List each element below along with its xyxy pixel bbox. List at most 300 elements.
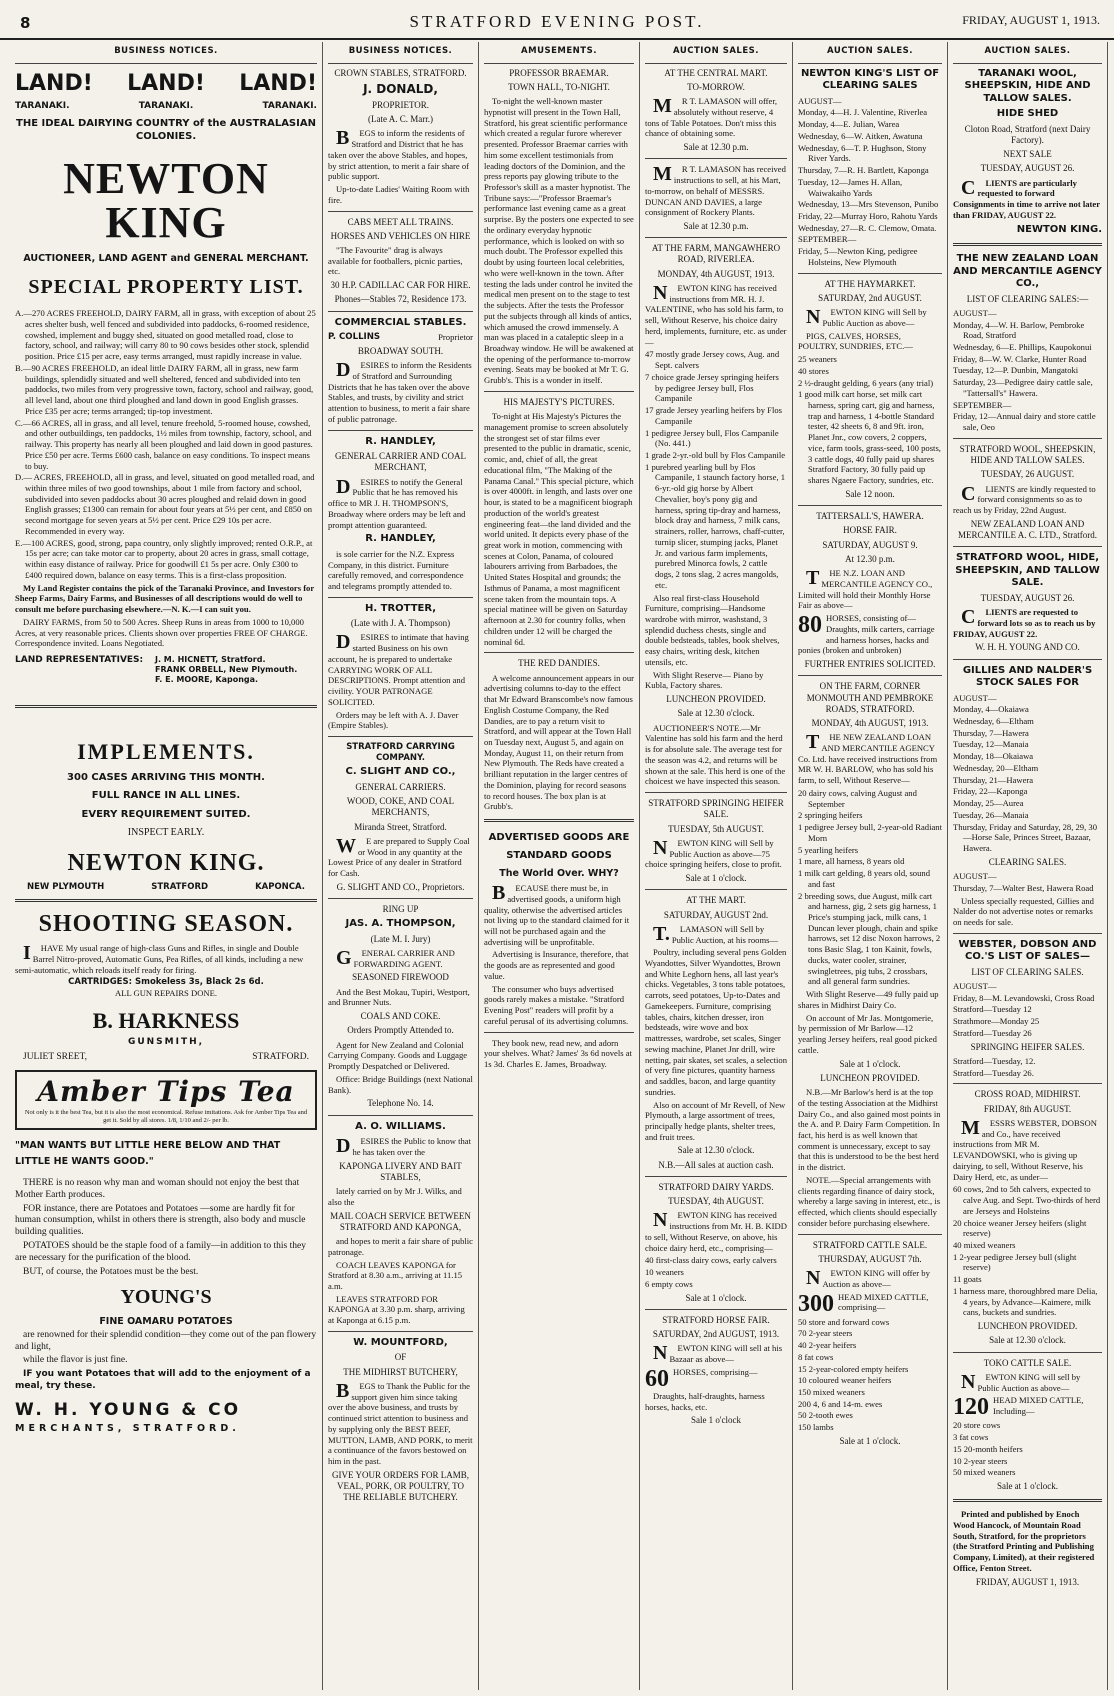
saturday-date: SATURDAY, AUGUST 9.	[822, 539, 918, 550]
lamason-potatoes: MR T. LAMASON will offer, absolutely without reserve, 4 tons of Table Potatoes. Don't miss this chance of obtaining some.	[645, 95, 778, 139]
hide-shed: HIDE SHED	[996, 108, 1059, 120]
lamason-plants: MR T. LAMASON has received instructions to sell, at his Mart, to-morrow, on behalf of MESSRS. DUNCAN AND DAVIES, a large consignment of Rockery Plants.	[645, 163, 786, 218]
thompson-more: And the Best Mokau, Tupiri, Westport, and Brunner Nuts.	[328, 986, 470, 1008]
majesty-text: To-night at His Majesty's Pictures the management promise to screen absolutely the strongest set of star films ever presented to the public in dramatic, scenic, comic, and, chief of all, the great educational film, "The Making of the Panama Canal." This special picture, which is over 4000ft. in length, and lasts over one hour, is stated to be a magnificent biograph production of the world's greatest engineering feat—the land divided and the world united. It depicts every phase of the great work in motion, commencing with scenes at Colon, Panama, of coloured labourers arriving from Barbadoes, the United States Hospital and grounds; the Isthmus of Panama, a most magnificent scene taken from the mountain tops. A special matinee will be given on Saturday afternoon at 2.30 for country folks, when children under 12 will be charged the nominal 6d.	[484, 411, 634, 647]
gillies-entry: Tuesday, 12—Manaia	[953, 739, 1029, 750]
lamason-rooms: T.LAMASON will Sell by Public Auction, at his rooms—	[653, 922, 779, 945]
kidd-item: 40 first-class dairy cows, early calvers	[645, 1255, 777, 1266]
full-range-line: FULL RANCE IN ALL LINES.	[91, 790, 241, 802]
telephone: Telephone No. 14.	[367, 1098, 434, 1109]
sale-entry: Wednesday, 13—Mrs Stevenson, Punibo	[798, 199, 939, 210]
lev-item: 1 2-year pedigree Jersey bull (slight reserve)	[953, 1251, 1077, 1273]
column-header: BUSINESS NOTICES.	[15, 42, 317, 64]
tattersall: TATTERSALL'S, HAWERA.	[816, 511, 924, 522]
tuesday-date: TUESDAY, AUGUST 26.	[980, 592, 1075, 603]
crown-stables: CROWN STABLES, STRATFORD.	[334, 67, 467, 78]
sale-time: Sale at 1 o'clock.	[996, 1481, 1059, 1491]
springing-entry: Stratford—Tuesday 26.	[953, 1067, 1034, 1078]
cabs-meet: CABS MEET ALL TRAINS.	[347, 216, 454, 227]
toko-item: 10 2-year steers	[953, 1455, 1008, 1466]
taranaki-word: TARANAKI.	[262, 101, 317, 112]
horse-count: 60	[645, 1365, 669, 1392]
herd-item: 17 grade Jersey yearling heifers by Flos Campanile	[645, 405, 782, 426]
address-town: STRATFORD.	[252, 1052, 309, 1063]
renowned-text: are renowned for their splendid condition—they come out of the pan flowery and light,	[15, 1329, 317, 1352]
month-label: AUGUST—	[953, 981, 997, 991]
sale-entry: Tuesday, 12—P. Dunbin, Mangatoki	[953, 365, 1079, 376]
springing-sales: SPRINGING HEIFER SALES.	[970, 1041, 1085, 1052]
sale-time: Sale at 1 o'clock.	[839, 1058, 901, 1069]
mail-coach: MAIL COACH SERVICE BETWEEN STRATFORD AND KAPONGA,	[330, 1210, 471, 1232]
cloton-road: Cloton Road, Stratford (next Dairy Factory).	[964, 123, 1091, 145]
every-requirement-line: EVERY REQUIREMENT SUITED.	[81, 808, 251, 820]
advertised-goods: ADVERTISED GOODS ARE STANDARD GOODS	[488, 832, 630, 862]
barlow-item: 20 dairy cows, calving August and September	[798, 787, 917, 809]
sale-time: Sale 12 noon.	[845, 488, 895, 499]
tomorrow: TO-MORROW.	[687, 81, 745, 92]
sale-time: Sale at 1 o'clock.	[839, 1435, 901, 1446]
gillies-entry: Wednesday, 6—Eltham	[953, 716, 1034, 727]
reps-label: LAND REPRESENTATIVES:	[15, 655, 144, 666]
cross-road: CROSS ROAD, MIDHIRST.	[974, 1089, 1081, 1100]
nk-clearing-list: NEWTON KING'S LIST OF CLEARING SALES	[800, 67, 940, 92]
land-register: My Land Register contains the pick of the Taranaki Province, and Investors for Sheep Farms, Dairy Farms, and Businesses of all descriptions would do well to consult me before purchasing elsewhere.—N. K.—I can suit you.	[15, 582, 315, 615]
williams-more: lately carried on by Mr J. Wilks, and also the	[328, 1186, 462, 1207]
column-header: AUCTION SALES.	[645, 42, 787, 64]
gillies-entry: Wednesday, 20—Eltham	[953, 762, 1039, 773]
cadillac: 30 H.P. CADILLAC CAR FOR HIRE.	[330, 280, 471, 291]
clearing-sales: CLEARING SALES.	[988, 856, 1067, 867]
ideal-dairying-line: THE IDEAL DAIRYING COUNTRY of the AUSTRALASIAN COLONIES.	[16, 118, 316, 142]
potato-para: POTATOES should be the staple food of a family—in addition to this they are necessary for the purification of the blood.	[15, 1241, 306, 1264]
kidd-item: 10 weaners	[645, 1267, 684, 1278]
barlow-item: 5 yearling heifers	[798, 844, 859, 855]
column-header: AUCTION SALES.	[798, 42, 942, 64]
late-marr: (Late A. C. Marr.)	[368, 114, 433, 125]
handley-text: DESIRES to notify the General Public that he has removed his office to MR J. H. THOMPSON'S, Broadway where orders may be left and prompt attention guaranteed.	[328, 475, 466, 530]
household-furniture: Also real first-class Household Furniture, comprising—Handsome wardrobe with mirror, washstand, 3 splendid duchess chests, single and double bedsteads, tables, book shelves, easy chairs, writing desk, kitchen utensils, etc.	[645, 592, 780, 667]
midhirst-butchery: THE MIDHIRST BUTCHERY,	[343, 1366, 458, 1377]
if-you-want: IF you want Potatoes that will add to the enjoyment of a meal, try these.	[15, 1369, 311, 1391]
herd-item: 47 mostly grade Jersey cows, Aug. and Sept. calvers	[645, 349, 780, 371]
column-amusements	[479, 42, 640, 1690]
coach-leaves-kaponga: COACH LEAVES KAPONGA for Stratford at 8.30 a.m., arriving at 11.15 a.m.	[328, 1259, 463, 1291]
cattle-count: 120	[953, 1394, 989, 1421]
slight-reserve: With Slight Reserve— Piano by Kubla, Factory shares.	[645, 669, 764, 691]
sale-entry: Friday, 5—Newton King, pedigree Holsteins, New Plymouth	[798, 246, 918, 267]
listing-a: A.—270 ACRES FREEHOLD, DAIRY FARM, all in grass, with exception of about 25 acres shelter bush, well fenced and subdivided into paddocks, 6-roomed residence, cowshed, implement and buggy shed, situated on good metalled road, close to factory, school, and railway; will carry 80 to 90 cows besides other stock, splendid position. Price £15 per acre, easy terms arranged, must rapidly increase in value.	[15, 308, 316, 362]
amber-tips-tea-ad	[15, 1070, 317, 1129]
further-entries: FURTHER ENTRIES SOLICITED.	[804, 659, 936, 670]
of-label: OF	[394, 1352, 407, 1363]
cases-line: 300 CASES ARRIVING THIS MONTH.	[67, 771, 265, 783]
taranaki-row	[15, 101, 317, 112]
slight-text: WE are prepared to Supply Coal or Wood in any quantity at the Lowest Price of any dealer in Stratford for Cash.	[328, 834, 470, 879]
nb-cash: N.B.—All sales at auction cash.	[658, 1159, 774, 1170]
shooting-season: SHOOTING SEASON.	[38, 911, 294, 938]
nz-loan: THE N.Z. LOAN AND MERCANTILE AGENCY CO., Limited will hold their Monthly Horse Fair as above—	[798, 567, 933, 611]
general-carriers: GENERAL CARRIERS.	[355, 781, 446, 792]
horse-count: 80	[798, 612, 822, 639]
gillies-nalder: GILLIES AND NALDER'S STOCK SALES FOR	[962, 664, 1093, 689]
listing-d: D.— ACRES, FREEHOLD, all in grass, and level, situated on good metalled road, and within three miles of two good townships, about 1 mile from factory and school, subdivided into seven paddocks about 30 acres ploughed and relaid down in good English grasses; £1300 can remain for about four years at 5½ per cent, and £850 on second mortgage for seven years at 5½ per cent. Price £29 10s per acre. Recommended in every way.	[15, 472, 315, 536]
poultry-list: Poultry, including several pens Golden Wyandottes, Silver Wyandottes, Brown and White Leghorn hens, all last year's chicks. Vegetables, 3 tons table potatoes, carrots, seed potatoes, Up-to-Dates and Gamekeepers. Furniture, comprising tables, chairs, kitchen dresser, iron bedsteads, wire wove and box mattresses, wardrobe, set scales, Singer sewing machine, Planet Jnr drill, wire netting, pair skates, set scales, a selection of very fine pictures, quantity harness and saddles, bacon, and large quantity sundries.	[645, 947, 787, 1097]
dandies-title: THE RED DANDIES.	[518, 658, 600, 669]
cattle-item: 70 2-year steers	[798, 1328, 853, 1339]
unless-note: Unless specially requested, Gillies and Nalder do not advertise notes or remarks on needs for sale.	[953, 895, 1094, 928]
young-co-sig: W. H. H. YOUNG AND CO.	[975, 642, 1080, 653]
springing-heifer-sale: STRATFORD SPRINGING HEIFER SALE.	[648, 798, 784, 820]
gillies-entry: Thursday, Friday and Saturday, 28, 29, 30—Horse Sale, Princes Street, Bazaar, Hawera.	[953, 821, 1097, 854]
month-label: AUGUST—	[953, 871, 997, 882]
miranda-street: Miranda Street, Stratford.	[354, 821, 447, 832]
young-merchant: W. H. YOUNG & CO	[15, 1399, 242, 1420]
merchants-line: MERCHANTS, STRATFORD.	[15, 1423, 240, 1435]
town-hall: TOWN HALL, TO-NIGHT.	[508, 81, 610, 92]
luncheon: LUNCHEON PROVIDED.	[666, 694, 766, 705]
gillies-entry: Thursday, 7—Hawera	[953, 727, 1029, 738]
barlow-item: 1 mare, all harness, 8 years old	[798, 856, 905, 867]
sale-entry: Tuesday, 12—James H. Allan, Waiwakaiho Yards	[798, 176, 903, 198]
sale-entry: Saturday, 23—Pedigree dairy cattle sale, "Tattersall's" Hawera.	[953, 377, 1093, 398]
pig-item: 40 stores	[798, 365, 829, 376]
webster-entry: Stratford—Tuesday 12	[953, 1004, 1032, 1015]
rep-name: J. M. HICNETT, Stratford.	[155, 655, 266, 665]
land-headline	[15, 70, 317, 98]
rep-name: F. E. MOORE, Kaponga.	[155, 675, 259, 685]
collins-row	[328, 332, 473, 343]
saturday-date: SATURDAY, 2nd AUGUST, 1913.	[652, 1329, 780, 1340]
revell-text: Also on account of Mr Revell, of New Plymouth, a large assortment of trees, principally hedge plants, shelter trees, and fruit trees.	[645, 1099, 786, 1142]
clearing-entry: Thursday, 7—Walter Best, Hawera Road	[953, 882, 1094, 893]
lev-item: 40 mixed weaners	[953, 1239, 1016, 1250]
seasoned-firewood: SEASONED FIREWOOD	[352, 972, 449, 983]
webster-list-head: LIST OF CLEARING SALES.	[971, 966, 1084, 977]
head-mixed: HEAD MIXED CATTLE, Including—	[993, 1395, 1084, 1417]
toko-item: 20 store cows	[953, 1420, 1001, 1431]
imprint: Printed and published by Enoch Wood Hancock, of Mountain Road South, Stratford, for the proprietors (the Stratford Printing and Publishing Company, Limited), at their registered Office, Fenton Street.	[953, 1509, 1095, 1573]
thompson-name: JAS. A. THOMPSON,	[345, 918, 456, 930]
gillies-entry: Monday, 4—Okaiawa	[953, 704, 1029, 715]
donald-name: J. DONALD,	[363, 81, 438, 96]
williams-name: A. O. WILLIAMS.	[355, 1120, 446, 1132]
man-wants-heading: "MAN WANTS BUT LITTLE HERE BELOW AND THAT LITTLE HE WANTS GOOD."	[15, 1139, 281, 1167]
rep-name: FRANK ORBELL, New Plymouth.	[155, 665, 298, 675]
sale-time: Sale at 1 o'clock.	[685, 873, 747, 884]
trotter-orders: Orders may be left with A. J. Daver (Empire Stables).	[328, 709, 459, 731]
on-farm: ON THE FARM, CORNER MONMOUTH AND PEMBROKE ROADS, STRATFORD.	[806, 681, 934, 714]
lev-item: 20 choice weaner Jersey heifers (slight reserve)	[953, 1217, 1087, 1239]
tuesday-date: TUESDAY, 5th AUGUST.	[668, 823, 764, 834]
nk-kidd: NEWTON KING has received instructions from Mr. H. B. KIDD to sell, Without Reserve, on above, his choice dairy herd, etc., comprising—	[645, 1209, 787, 1253]
sale-entry: Monday, 4—W. H. Barlow, Pembroke Road, Stratford	[953, 319, 1085, 341]
nk-horses: NEWTON KING will sell at his Bazaar as above—	[653, 1342, 783, 1365]
month-label: SEPTEMBER—	[953, 399, 1012, 410]
amber-tips-small: Not only is it the best Tea, but it is also the most economical. Refuse imitations. Ask for Amber Tips Tea and get it. Sold by all stores. 1/8, 1/10 and 2/- per lb.	[24, 1109, 308, 1125]
harkness-name: B. HARKNESS	[92, 1007, 240, 1033]
horses-comprising: HORSES, comprising—	[673, 1366, 758, 1377]
special-property-list: SPECIAL PROPERTY LIST.	[28, 276, 304, 299]
springing-entry: Stratford—Tuesday, 12.	[953, 1055, 1036, 1066]
pigs-heading: PIGS, CALVES, HORSES, POULTRY, SUNDRIES, ETC.—	[798, 330, 913, 352]
horses-consisting: HORSES, consisting of—Draughts, milk carters, carriage and harness horses, hacks and ponies (broken and unbroken)	[798, 613, 935, 656]
montgomerie: On account of Mr Jas. Montgomerie, by permission of Mr Barlow—12 yearling Jersey heifers, real good picked cattle.	[798, 1012, 937, 1055]
town-name: KAPONCA.	[255, 881, 305, 892]
friday-date: FRIDAY, 8th AUGUST.	[983, 1103, 1072, 1114]
nk-valentine: NEWTON KING has received instructions from MR. H. J. VALENTINE, who has sold his farm, to sell, Without Reserve, his choice dairy herd, implements, furniture, etc. as under—	[645, 281, 787, 347]
amber-tips-title: Amber Tips Tea	[37, 1075, 295, 1109]
cattle-item: 8 fat cows	[798, 1351, 834, 1362]
gun-repairs: ALL GUN REPAIRS DONE.	[114, 987, 218, 998]
barlow-item: 2 springing heifers	[798, 810, 863, 821]
potato-para: BUT, of course, the Potatoes must be the best.	[23, 1266, 199, 1277]
broadway-south: BROADWAY SOUTH.	[357, 345, 444, 356]
herd-item: 1 pedigree Jersey bull, Flos Campanile (No. 441.)	[645, 427, 779, 449]
newspaper-title: STRATFORD EVENING POST.	[409, 12, 705, 31]
proprietor-label: PROPRIETOR.	[371, 99, 430, 110]
hide-sheepskin-sale: STRATFORD WOOL, HIDE, SHEEPSKIN, AND TALLOW SALE.	[955, 552, 1100, 589]
at-mart: AT THE MART.	[686, 895, 746, 906]
commercial-stables: COMMERCIAL STABLES.	[334, 316, 467, 328]
world-over: The World Over. WHY?	[499, 868, 619, 880]
nz-loan-sig: NEW ZEALAND LOAN AND MERCANTILE A. C. LTD., Stratford.	[958, 518, 1097, 541]
horse-fair: HORSE FAIR.	[843, 525, 897, 536]
cattle-count: 300	[798, 1290, 834, 1317]
harkness-address	[23, 1052, 309, 1064]
cattle-item: 50 2-tooth ewes	[798, 1410, 853, 1421]
toko-item: 50 mixed weaners	[953, 1467, 1016, 1478]
orders-attended: Orders Promptly Attended to.	[347, 1025, 454, 1036]
dairy-farms: DAIRY FARMS, from 50 to 500 Acres. Sheep Runs in areas from 1000 to 10,000 Acres, at very reasonable prices. Clients shown over properties FREE OF CHARGE. Correspondence invited. Loans Negotiated.	[15, 616, 308, 649]
webster-entry: Stratford—Tuesday 26	[953, 1027, 1032, 1038]
masthead	[0, 0, 1114, 40]
coals-coke: COALS AND COKE.	[360, 1011, 441, 1022]
clients-notice-2: CLIENTS are kindly requested to forward consignments so as to reach us by Friday, 22nd August.	[953, 482, 1096, 516]
taranaki-word: TARANAKI.	[138, 101, 194, 112]
column-header: AUCTION SALES.	[953, 42, 1102, 64]
insurance-text: Advertising is Insurance, therefore, that the goods are as represented and good value.	[484, 949, 629, 981]
donald-text: BEGS to inform the residents of Stratford and District that he has taken over the above Stables, and hopes, by strict attention, to merit a fair share of public support.	[328, 127, 470, 182]
kidd-item: 6 empty cows	[645, 1278, 693, 1289]
gillies-entry: Friday, 22—Kaponga	[953, 786, 1028, 797]
youngs-headline: YOUNG'S	[120, 1285, 212, 1308]
newton-king-implements: NEWTON KING.	[67, 849, 265, 876]
give-orders: GIVE YOUR ORDERS FOR LAMB, VEAL, PORK, OR POULTRY, TO THE RELIABLE BUTCHERY.	[332, 1469, 469, 1503]
horses-hire: HORSES AND VEHICLES ON HIRE	[330, 230, 471, 241]
gillies-entry: Thursday, 21—Hawera	[953, 774, 1034, 785]
handley-name: R. HANDLEY,	[365, 435, 436, 447]
tuesday-date: TUESDAY, 4th AUGUST.	[668, 1196, 764, 1207]
newton-king-sig: NEWTON KING.	[1016, 223, 1102, 235]
new-book-text: They book new, read new, and adorn your shelves. What? James' 3s 6d novels at 1s 3d. Charles E. James, Broadway.	[484, 1037, 632, 1070]
horse-fair: STRATFORD HORSE FAIR.	[662, 1314, 770, 1325]
cattle-item: 10 coloured weaner heifers	[798, 1375, 892, 1386]
towns-row	[15, 882, 317, 893]
majesty-title: HIS MAJESTY'S PICTURES.	[503, 396, 615, 407]
month-label: AUGUST—	[953, 692, 997, 703]
barlow-item: 1 milk cart gelding, 8 years old, sound and fast	[798, 868, 930, 889]
sale-time: Sale at 12.30 p.m.	[683, 142, 749, 153]
clients-notice-3: CLIENTS are requested to forward lots so as to reach us by FRIDAY, AUGUST 22.	[953, 606, 1096, 639]
nk-sell: NEWTON KING will Sell by Public Auction as above—	[806, 306, 927, 329]
sale-entry: Friday, 22—Murray Horo, Rahotu Yards	[798, 210, 938, 221]
cattle-item: 150 lambs	[798, 1422, 834, 1433]
collins-prop: Proprietor	[438, 332, 473, 343]
flavor-text: while the flavor is just fine.	[23, 1355, 128, 1366]
sale-time: Sale at 1 o'clock.	[685, 1292, 747, 1303]
sale-time: Sale at 12.30 p.m.	[683, 220, 749, 231]
trotter-late: (Late with J. A. Thompson)	[350, 618, 451, 629]
cattle-item: 40 2-year heifers	[798, 1340, 857, 1351]
central-mart: AT THE CENTRAL MART.	[664, 67, 768, 78]
braemar-text: To-night the well-known master hypnotist will present in the Town Hall, Stratford, his great scientific performance which created a regular furore wherever presented. Professor Braemar carries with him some excellent testimonials from leading doctors of the Dominion, and the press reports pay glowing tribute to the Professor's skill as a master hypnotist. The Tribune says:—"Professor Braemar's performance last evening came as a great surprise. By the posters one expected to see the ordinary everyday hypnotic performance, which is looked on with so much doubt. The Professor expelled this doubt by using fourteen local celebrities, who were well-known in the town. After testing the lads under control he invited the medical men present on to the stage to test the subjects. After the tests the Professor put the subjects through all kinds of antics, which amused the crowd immensely. A man was placed in a cataleptic sleep in a Broadway window. He will be awakened at the opening of the performance to-morrow evening. Seats may be booked at Mr T. G. Grubb's. This is a wonder in itself.	[484, 96, 634, 386]
column-business-notices-2	[323, 42, 479, 1690]
oamaru-potatoes: FINE OAMARU POTATOES	[99, 1315, 233, 1327]
issue-date: FRIDAY, AUGUST 1, 1913.	[962, 13, 1100, 27]
cattle-item: 50 store and forward cows	[798, 1316, 890, 1327]
column-header: AMUSEMENTS.	[484, 42, 634, 64]
sale-entry: Wednesday, 6—E. Phillips, Kaupokonui	[953, 342, 1092, 353]
column-header: BUSINESS NOTICES.	[328, 42, 473, 64]
mountford-text: BEGS to Thank the Public for the support given him since taking over the above business, and trusts by continued strict attention to business and by supplying only the BEST BEEF, MUTTON, LAMB, AND PORK, to merit a continuance of the favors bestowed on him in the past.	[328, 1379, 473, 1467]
dairy-yards: STRATFORD DAIRY YARDS.	[658, 1181, 774, 1192]
shooting-text: IHAVE My usual range of high-class Guns and Rifles, in single and Double Barrel Nitro-proved, Automatic Guns, Pea Rifles, of all kinds, including a new semi-automatic, which reloads itself ready for firing.	[15, 942, 304, 975]
taranaki-word: TARANAKI.	[15, 101, 70, 112]
herd-item: 1 grade 2-yr.-old bull by Flos Campanile	[645, 450, 786, 460]
page-number: 8	[20, 14, 31, 32]
saturday-date: SATURDAY, 2nd AUGUST.	[818, 292, 922, 303]
webster-entry: Strathmore—Monday 25	[953, 1016, 1040, 1027]
sale-entry: Thursday, 7—R. H. Bartlett, Kaponga	[798, 165, 929, 176]
draughts: Draughts, half-draughts, harness horses, hacks, etc.	[645, 1390, 765, 1412]
waiting-room: Up-to-date Ladies' Waiting Room with fire.	[328, 184, 470, 205]
nk-toko: NEWTON KING will sell by Public Auction as above—	[961, 1370, 1081, 1393]
agent-text: Agent for New Zealand and Colonial Carrying Company. Goods and Luggage Promptly Despatched or Delivered.	[328, 1039, 468, 1072]
ring-up: RING UP	[382, 904, 419, 915]
sale-entry: Friday, 12—Annual dairy and store cattle sale, Oeo	[953, 411, 1096, 433]
sale-time: Sale at 12.30 o'clock.	[677, 708, 755, 719]
sale-time: Sale 1 o'clock	[690, 1415, 742, 1426]
messrs-webster: MESSRS WEBSTER, DOBSON and Co., have received instructions from MR M. LEVANDOWSKI, who is giving up dairying, to sell, Without Reserve, his Dairy Herd, etc, as under—	[953, 1116, 1097, 1182]
cattle-item: 200 4, 6 and 14-m. ewes	[798, 1398, 883, 1409]
nk-offer: NEWTON KING will offer by Auction as above—	[806, 1267, 930, 1290]
toko-item: 15 20-month heifers	[953, 1443, 1023, 1454]
tuesday-date: TUESDAY, AUGUST 26.	[980, 163, 1075, 174]
toko-cattle-sale: TOKO CATTLE SALE.	[983, 1357, 1072, 1368]
herd-item: 7 choice grade Jersey springing heifers by pedigree Jersey bull, Flos Campanile	[645, 371, 779, 404]
pig-item: 1 good milk cart horse, set milk cart harness, spring cart, gig and harness, trap and harness, 1 4-bottle Standard tester, 42 sheets 6, 8 and 9ft. iron, Planet Jnr., cow covers, 2 coppers, vice, farm tools, grass-seed, 100 posts, 3 cattle dogs, 40 fully paid up shares Stratford Factory, 30 fully paid up shares Ngaere Factory, sundries, etc.	[798, 389, 941, 486]
handley-text-2: is sole carrier for the N.Z. Express Company, in this district. Furniture carefully removed, and correspondence and telegrams promptly attended to.	[328, 548, 464, 591]
sale-entry: Monday, 4—H. J. Valentine, Riverlea	[798, 107, 928, 118]
nk-heifer: NEWTON KING will Sell by Public Auction as above—75 choice springing heifers, close to profit.	[645, 836, 782, 870]
slight-reserve: With Slight Reserve—49 fully paid up shares in Midhirst Dairy Co.	[798, 989, 939, 1010]
haymarket: AT THE HAYMARKET.	[824, 278, 916, 289]
taranaki-wool: TARANAKI WOOL, SHEEPSKIN, HIDE AND TALLOW SALES.	[964, 67, 1091, 104]
handley-title: GENERAL CARRIER AND COAL MERCHANT,	[335, 451, 466, 473]
sale-time: Sale at 12.30 o'clock.	[989, 1335, 1066, 1346]
column-auction-sales-3	[948, 42, 1108, 1690]
land-word: LAND!	[239, 70, 317, 96]
nz-loan-barlow: THE NEW ZEALAND LOAN AND MERCANTILE AGENCY Co. Ltd. have received instructions from MR W. H. BARLOW, who has sold his farm, to sell, Without Reserve—	[798, 731, 938, 786]
luncheon: LUNCHEON PROVIDED.	[977, 1321, 1078, 1332]
gillies-entry: Monday, 25—Aurea	[953, 798, 1024, 809]
collins-name: P. COLLINS	[328, 332, 381, 343]
pig-item: 2 ½-draught gelding, 6 years (any trial)	[798, 377, 934, 388]
listing-c: C.—66 ACRES, all in grass, and all level, tenure freehold, 5-roomed house, cowshed, and other outbuildings, ten paddocks, 1½ miles from township, factory, school, and railway. This property has nearly all been ploughed and laid down in good pastures. Price £50 per acre. Terms £600 cash, balance on easy conditions. To inspect means to buy.	[15, 417, 313, 471]
barlow-item: 2 breeding sows, due August, milk cart and harness, gig, 2 sets gig harness, 1 Price's stumping jack, milk cans, 1 Duncan lever plough, chain and spike harrows, set 12 disc Noxon harrows, 2 tons Basic Slag, 1 ton Kainit, fowls, ducks, water cooler, strainer, swingletrees, pig tubs, 2 crossbars, and all general farm sundries.	[798, 890, 941, 987]
cattle-sale: STRATFORD CATTLE SALE.	[812, 1239, 928, 1250]
inspect-early: INSPECT EARLY.	[127, 827, 205, 839]
sale-entry: Wednesday, 27—R. C. Clemow, Omata.	[798, 222, 937, 233]
clearing-list: LIST OF CLEARING SALES:—	[966, 293, 1089, 304]
herd-item: 1 purebred yearling bull by Flos Campanile, 1 staunch factory horse, 1 6-yr.-old gig horse by Albert Chevalier, boy's pony gig and harness, spring tip-dray and harness, block dray and harness, 7 milk cans, strainers, roller, harrows, chaff-cutter, turnip slicer, stumping jacks, Planet Jr. and various farm implements, purebred Minorca fowls, 2 cattle dogs, 2 tons slag, 2 acres mangolds, etc.	[645, 461, 786, 590]
phones: Phones—Stables 72, Residence 173.	[334, 294, 467, 305]
nb-note: N.B.—Mr Barlow's herd is at the top of the testing Association at the Midhirst Dairy Co., and also gained most points in the A. and P. Dairy Farm Competition. In fact, his herd is as well known that comment is unnecessary, except to say that this is understood to be the best herd in the district.	[798, 1087, 941, 1173]
wool-sales: STRATFORD WOOL, SHEEPSKIN, HIDE AND TALLOW SALES.	[959, 443, 1096, 466]
tuesday-date: TUESDAY, 26 AUGUST.	[980, 469, 1075, 480]
gillies-entry: Monday, 18—Okaiawa	[953, 751, 1034, 762]
sale-entry: Monday, 4—E. Julian, Warea	[798, 119, 900, 130]
kaponga-livery: KAPONGA LIVERY AND BAIT STABLES,	[339, 1160, 462, 1182]
carrying-company: STRATFORD CARRYING COMPANY.	[346, 742, 455, 763]
column-auction-sales-1	[640, 42, 793, 1690]
handley-name-2: R. HANDLEY,	[365, 533, 436, 545]
barlow-item: 1 pedigree Jersey bull, 2-year-old Radiant Morn	[798, 822, 942, 843]
gunsmith: GUNSMITH,	[127, 1037, 205, 1048]
coach-leaves-stratford: LEAVES STRATFORD FOR KAPONGA at 3.30 p.m. sharp, arriving at Kaponga at 6.15 p.m.	[328, 1293, 465, 1326]
address-street: JULIET SREET,	[23, 1052, 88, 1063]
cartridges: CARTRIDGES: Smokeless 3s, Black 2s 6d.	[68, 977, 264, 988]
cattle-item: 15 2-year-colored empty heifers	[798, 1363, 909, 1374]
slight-name: C. SLIGHT AND CO.,	[345, 766, 456, 778]
monday-date: MONDAY, 4th AUGUST, 1913.	[811, 718, 929, 729]
lev-item: 60 cows, 2nd to 5th calvers, expected to calve Aug. and Sept. Two-thirds of herd are Jerseys and Holsteins	[953, 1184, 1101, 1216]
wood-coke: WOOD, COKE, AND COAL MERCHANTS,	[346, 796, 455, 818]
lev-item: 11 goats	[953, 1274, 982, 1285]
head-mixed: HEAD MIXED CATTLE, comprising—	[838, 1291, 929, 1313]
finance-note: NOTE.—Special arrangements with clients regarding finance of dairy stock, whereby a large saving in interest, etc., is effected, which clients should especially consider before purchasing elsewhere.	[798, 1174, 941, 1228]
month-label: SEPTEMBER—	[798, 234, 857, 245]
implements-headline: IMPLEMENTS.	[77, 739, 255, 765]
monday-date: MONDAY, 4th AUGUST, 1913.	[657, 268, 775, 279]
pig-item: 25 weaners	[798, 354, 837, 365]
gillies-entry: Tuesday, 26—Manaia	[953, 809, 1029, 820]
thursday-date: THURSDAY, AUGUST 7th.	[818, 1253, 922, 1264]
luncheon: LUNCHEON PROVIDED.	[820, 1072, 920, 1083]
because-text: BECAUSE there must be, in advertised goods, a uniform high quality, otherwise the advertised articles not living up to the standard claimed for it will not be purchased again and the advertising will be unprofitable.	[484, 882, 630, 947]
month-label: AUGUST—	[798, 95, 842, 106]
braemar-title: PROFESSOR BRAEMAR.	[509, 67, 609, 78]
land-word: LAND!	[15, 70, 93, 96]
thompson-late: (Late M. I. Jury)	[370, 933, 431, 944]
consumer-text: The consumer who buys advertised goods rarely makes a mistake. "Stratford Evening Post" readers will profit by a careful perusal of its advertising columns.	[484, 983, 629, 1026]
slight-signature: G. SLIGHT AND CO., Proprietors.	[336, 881, 465, 892]
toko-item: 3 fat cows	[953, 1432, 989, 1443]
column-auction-sales-2	[793, 42, 948, 1690]
mountford-name: W. MOUNTFORD,	[353, 1336, 448, 1348]
clients-notice: CLIENTS are particularly requested to forward Consignments in time to arrive not later than FRIDAY, AUGUST 22.	[953, 176, 1100, 220]
next-sale: NEXT SALE	[1003, 149, 1052, 160]
column-business-notices-1	[10, 42, 323, 1690]
trotter-name: H. TROTTER,	[364, 602, 437, 614]
sale-time: Sale at 12.30 o'clock.	[677, 1145, 755, 1156]
auctioneer-line: AUCTIONEER, LAND AGENT and GENERAL MERCHANT.	[23, 253, 309, 265]
favourite-drag: "The Favourite" drag is always available for footballers, picnic parties, etc.	[328, 245, 463, 277]
listing-e: E.—100 ACRES, good, strong, papa country, only slightly improved; rented O.R.P., at 15s per acre; can take motor car to property, about 20 acres in grass, small cottage, within easy distance of railway. Price for goodwill £1 5s per acre. Only £300 to £400 required down, balance on easy terms. This is a first-class proposition.	[15, 537, 313, 580]
dandies-text: A welcome announcement appears in our advertising columns to-day to the effect that Mr Edward Branscombe's now famous English Costume Company, the Red Dandies, are to pay a return visit to Stratford, and will appear at the Town Hall on Tuesday next, August 5, and again on Monday, August 11, on their return from New Plymouth. The Reds have created a brilliant reputation in the larger centres of the Dominion, playing for record seasons to record houses. The box plan is at Grubb's.	[484, 672, 634, 812]
mangawhero-farm: AT THE FARM, MANGAWHERO ROAD, RIVERLEA.	[651, 243, 781, 265]
land-word: LAND!	[127, 70, 205, 96]
